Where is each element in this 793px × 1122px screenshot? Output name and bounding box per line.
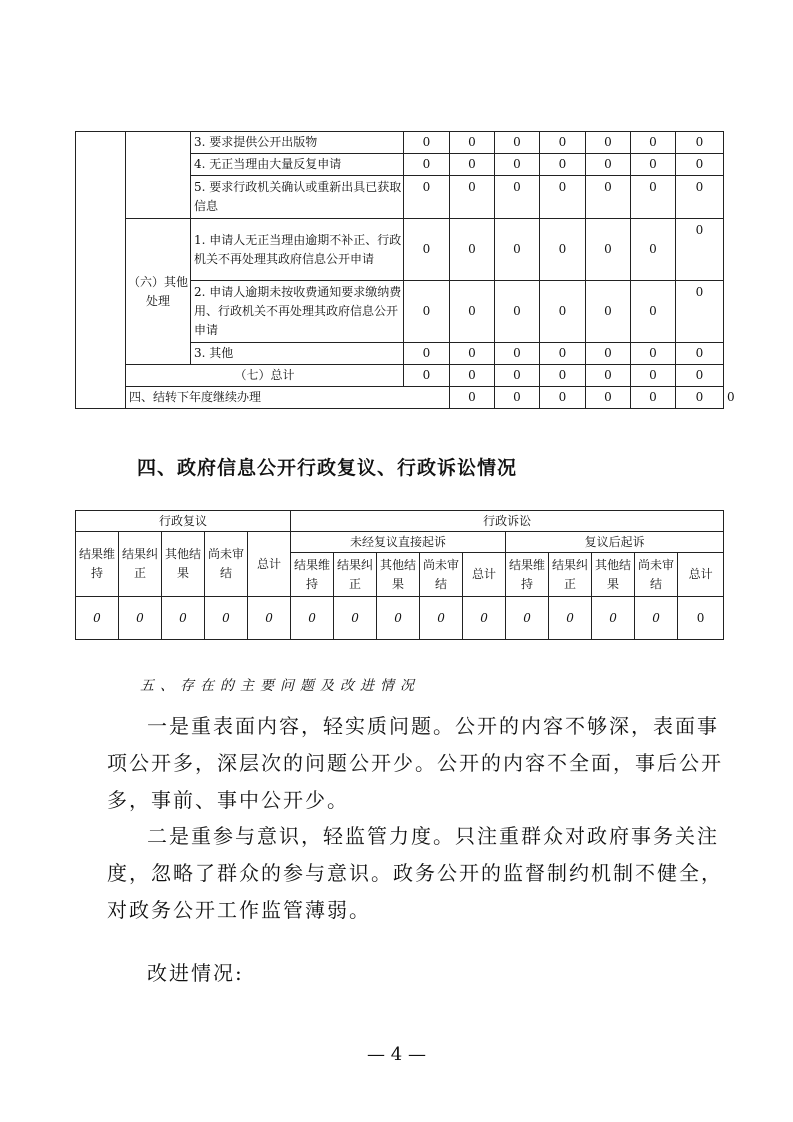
value-cell: 0 [676, 281, 724, 343]
value-cell: 0 [404, 281, 450, 343]
value-cell: 0 [162, 597, 205, 640]
value-cell: 0 [676, 219, 724, 281]
value-cell: 0 [463, 597, 506, 640]
value-cell: 0 [549, 597, 592, 640]
table-row [76, 132, 724, 154]
value-cell: 0 [205, 597, 248, 640]
column-header: 尚未审结 [635, 553, 678, 597]
value-cell: 0 [676, 154, 724, 176]
column-header: 总计 [678, 553, 724, 597]
row-label: 3. 其他 [191, 343, 404, 365]
value-cell: 0 [631, 387, 676, 409]
paragraph-line: 对政务公开工作监管薄弱。 [107, 898, 371, 922]
value-cell: 0 [631, 154, 676, 176]
value-cell: 0 [450, 154, 495, 176]
value-cell: 0 [586, 176, 631, 219]
value-cell: 0 [291, 597, 334, 640]
value-cell: 0 [76, 597, 119, 640]
row-label: 4. 无正当理由大量反复申请 [191, 154, 404, 176]
value-cell: 0 [631, 343, 676, 365]
application-handling-table [75, 131, 735, 409]
admin-litigation-header: 行政诉讼 [291, 511, 724, 532]
column-header: 总计 [463, 553, 506, 597]
row-label: 5. 要求行政机关确认或重新出具已获取信息 [191, 176, 404, 219]
value-cell: 0 [586, 365, 631, 387]
value-cell: 0 [592, 597, 635, 640]
value-cell: 0 [676, 365, 724, 387]
value-cell: 0 [676, 343, 724, 365]
value-cell: 0 [586, 387, 631, 409]
category-cell [126, 132, 191, 219]
column-header: 结果纠正 [334, 553, 377, 597]
carry-row: 四、结转下年度继续办理 0 0 0 0 0 0 0 [76, 387, 724, 409]
value-cell: 0 [334, 597, 377, 640]
value-cell: 0 [676, 176, 724, 219]
value-cell: 0 [631, 365, 676, 387]
value-cell: 0 [495, 176, 540, 219]
row-label: 2. 申请人逾期未按收费通知要求缴纳费用、行政机关不再处理其政府信息公开申请 [191, 281, 404, 343]
value-cell: 0 [540, 365, 586, 387]
row-label: 1. 申请人无正当理由逾期不补正、行政机关不再处理其政府信息公开申请 [191, 219, 404, 281]
carry-label: 四、结转下年度继续办理 [126, 387, 450, 409]
value-cell: 0 [404, 176, 450, 219]
value-cell: 0 [631, 281, 676, 343]
value-cell: 0 [631, 132, 676, 154]
column-header: 其他结果 [162, 532, 205, 597]
value-cell: 0 [450, 365, 495, 387]
paragraph [107, 708, 727, 819]
paragraph [107, 955, 727, 992]
paragraph [107, 818, 727, 929]
column-header: 结果纠正 [119, 532, 162, 597]
value-cell: 0 [404, 365, 450, 387]
value-cell: 0 [248, 597, 291, 640]
column-header: 总计 [248, 532, 291, 597]
column-header: 其他结果 [592, 553, 635, 597]
value-cell: 0 [631, 219, 676, 281]
value-cell: 0 [586, 343, 631, 365]
value-cell: 0 [450, 219, 495, 281]
value-cell: 0 [377, 597, 420, 640]
row-label: 3. 要求提供公开出版物 [191, 132, 404, 154]
value-cell: 0 [495, 387, 540, 409]
value-cell: 0 [119, 597, 162, 640]
value-cell: 0 [450, 132, 495, 154]
value-cell: 0 [404, 219, 450, 281]
column-header: 结果维持 [291, 553, 334, 597]
total-row [76, 365, 724, 387]
value-cell: 0 [676, 132, 724, 154]
post-review-header: 复议后起诉 [506, 532, 724, 553]
value-cell: 0 [540, 219, 586, 281]
section5-title: 五、存在的主要问题及改进情况 [140, 678, 420, 694]
value-cell: 0 [678, 597, 724, 640]
direct-litigation-header: 未经复议直接起诉 [291, 532, 506, 553]
value-cell: 0 [540, 387, 586, 409]
value-cell: 0 [450, 387, 495, 409]
value-cell: 0 [420, 597, 463, 640]
value-cell: 0 [540, 176, 586, 219]
value-cell: 0 [586, 281, 631, 343]
value-cell: 0 [450, 281, 495, 343]
column-header: 尚未审结 [205, 532, 248, 597]
value-cell: 0 [635, 597, 678, 640]
column-header: 结果纠正 [549, 553, 592, 597]
paragraph-line: 度，忽略了群众的参与意识。政务公开的监督制约机制不健全， [107, 861, 723, 885]
value-cell: 0 [404, 154, 450, 176]
value-cell: 0 [495, 343, 540, 365]
value-cell: 0 [450, 343, 495, 365]
paragraph-line: 多，事前、事中公开少。 [107, 788, 349, 812]
value-cell: 0 [540, 281, 586, 343]
value-cell: 0 [586, 132, 631, 154]
value-cell: 0 [631, 176, 676, 219]
review-litigation-table [75, 510, 724, 640]
value-cell: 0 [495, 132, 540, 154]
column-header: 其他结果 [377, 553, 420, 597]
paragraph-line: 一是重表面内容，轻实质问题。公开的内容不够深，表面事 [147, 714, 719, 738]
total-label: （七）总计 [126, 365, 404, 387]
value-cell: 0 [495, 365, 540, 387]
value-cell: 0 [506, 597, 549, 640]
value-cell: 0 [540, 132, 586, 154]
outer-category-cell [76, 132, 126, 409]
value-cell: 0 [404, 132, 450, 154]
value-cell: 0 [676, 387, 724, 409]
paragraph-line: 项公开多，深层次的问题公开少。公开的内容不全面，事后公开 [107, 751, 723, 775]
value-cell: 0 [495, 219, 540, 281]
value-cell: 0 [540, 343, 586, 365]
value-cell: 0 [540, 154, 586, 176]
column-header: 结果维持 [76, 532, 119, 597]
column-header: 结果维持 [506, 553, 549, 597]
table-row [76, 219, 724, 281]
value-cell: 0 [495, 154, 540, 176]
category-other: （六）其他处理 [126, 219, 191, 365]
value-cell: 0 [586, 219, 631, 281]
paragraph-line: 二是重参与意识，轻监管力度。只注重群众对政府事务关注 [147, 824, 719, 848]
page-number: — 4 — [367, 1044, 426, 1065]
paragraph-line: 改进情况: [147, 961, 244, 985]
column-header: 尚未审结 [420, 553, 463, 597]
value-cell: 0 [404, 343, 450, 365]
value-cell: 0 [495, 281, 540, 343]
admin-review-header: 行政复议 [76, 511, 291, 532]
section4-title: 四、政府信息公开行政复议、行政诉讼情况 [137, 457, 518, 479]
value-cell: 0 [586, 154, 631, 176]
value-cell: 0 [450, 176, 495, 219]
